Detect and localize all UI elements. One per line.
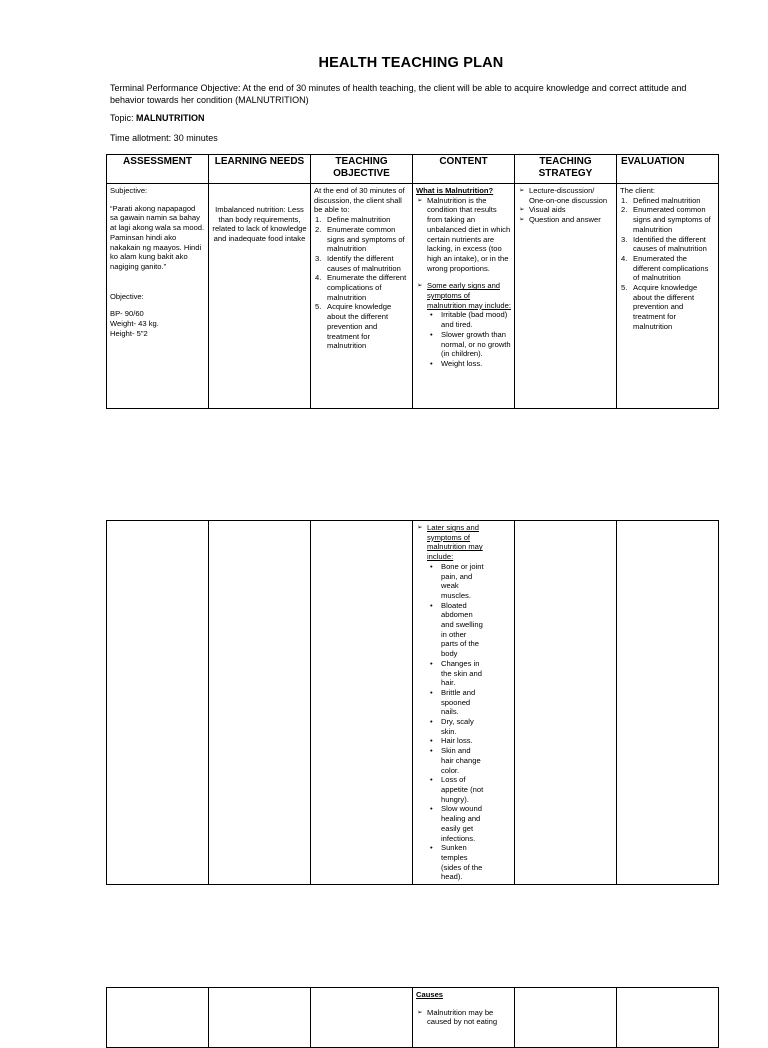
list-item: 2. Enumerate common signs and symptoms of malnutrition <box>315 224 405 254</box>
list-item: ➢ Visual aids <box>518 205 613 215</box>
empty-cell <box>311 988 413 1048</box>
table-row <box>107 988 719 1048</box>
topic-label: Topic: <box>110 113 134 123</box>
header-assessment: ASSESSMENT <box>107 155 209 184</box>
list-item: • Slower growth than normal, or no growth (in children). <box>427 330 511 359</box>
time-allotment: Time allotment: 30 minutes <box>110 133 218 143</box>
teaching-plan-table-continued <box>106 520 719 885</box>
learning-needs-text: Imbalanced nutrition: Less than body requirements, related to lack of knowledge and inadequate food intake <box>212 205 307 244</box>
objective-label: Objective: <box>110 291 144 301</box>
list-item: 4. Enumerated the different complications of malnutrition <box>621 253 709 283</box>
list-item: 4. Enumerate the different complications of malnutrition <box>315 273 407 302</box>
objective-intro: At the end of 30 minutes of discussion, the client shall be able to: <box>314 186 405 215</box>
subjective-label: Subjective: <box>110 186 148 195</box>
content-cell <box>413 184 515 409</box>
strategy-list <box>518 186 613 225</box>
empty-cell <box>107 521 209 885</box>
table-header-row <box>107 155 719 184</box>
header-learning-needs: LEARNING NEEDS <box>209 155 311 184</box>
list-item: • Dry, scaly skin. <box>427 717 484 736</box>
header-teaching-strategy: TEACHING STRATEGY <box>515 155 617 184</box>
terminal-performance-objective: Terminal Performance Objective: At the end of 30 minutes of health teaching, the client will be able to acquire knowledge and correct attitude and behavior towards her condition (MALNUTRITION) <box>110 83 687 105</box>
causes-heading: Causes <box>416 990 444 999</box>
teaching-plan-table-continued-2 <box>106 987 719 1048</box>
list-item: 1. Defined malnutrition <box>621 195 701 205</box>
list-item: • Loss of appetite (not hungry). <box>427 775 484 804</box>
objective-list <box>314 215 409 351</box>
evaluation-cell <box>617 184 719 409</box>
list-item: 3. Identify the different causes of malnutrition <box>315 253 401 273</box>
teaching-strategy-cell <box>515 184 617 409</box>
list-item: • Sunken temples (sides of the head). <box>427 843 484 882</box>
list-item: ➢ Lecture-discussion/ One-on-one discussion <box>518 186 613 205</box>
list-item: 2. Enumerated common signs and symptoms of malnutrition <box>621 205 711 234</box>
list-item: ➢ Question and answer <box>518 215 613 225</box>
header-teaching-objective: TEACHING OBJECTIVE <box>311 155 413 184</box>
header-evaluation: EVALUATION <box>617 155 719 184</box>
list-item: ➢ Malnutrition may be caused by not eating <box>416 1008 511 1027</box>
empty-cell <box>617 521 719 885</box>
weight-value: Weight- 43 kg. <box>110 319 159 329</box>
empty-cell <box>311 521 413 885</box>
list-item: ➢ Later signs and symptoms of malnutrition may include: • Bone or joint pain, and weak muscles. • Bloated abdomen and swelling in other parts of the body • Changes in the skin and hair. • Brittle and spooned nails. • Dry, scaly skin. • Hair loss. • Skin and hair change color. • Loss of appetite (not hungry). • Slow wound healing and easily get infections. • Sunken temples (sides of the head). <box>416 523 484 882</box>
topic-line <box>110 113 205 123</box>
topic-value: MALNUTRITION <box>136 113 205 123</box>
empty-cell <box>515 988 617 1048</box>
evaluation-list <box>620 196 715 332</box>
later-signs-list <box>416 523 484 882</box>
learning-needs-cell <box>209 184 311 409</box>
page-title: HEALTH TEACHING PLAN <box>318 55 504 71</box>
list-item: • Bloated abdomen and swelling in other parts of the body <box>427 601 484 659</box>
list-item: • Brittle and spooned nails. <box>427 688 484 717</box>
empty-cell <box>515 521 617 885</box>
list-item: 1. Define malnutrition <box>315 215 391 225</box>
empty-cell <box>209 521 311 885</box>
empty-cell <box>617 988 719 1048</box>
header-content: CONTENT <box>413 155 515 184</box>
causes-list <box>416 1008 511 1027</box>
content-cell <box>413 521 515 885</box>
empty-cell <box>107 988 209 1048</box>
list-item: • Irritable (bad mood) and tired. <box>427 310 511 329</box>
teaching-plan-table <box>106 154 719 409</box>
definition-list <box>416 196 511 274</box>
height-value: Height- 5"2 <box>110 328 148 338</box>
what-is-heading: What is Malnutrition? <box>416 186 494 195</box>
evaluation-intro: The client: <box>620 186 656 195</box>
table-row <box>107 184 719 409</box>
empty-cell <box>209 988 311 1048</box>
table-row <box>107 521 719 885</box>
teaching-objective-cell <box>311 184 413 409</box>
list-item: • Skin and hair change color. <box>427 746 484 775</box>
list-item: • Slow wound healing and easily get infections. <box>427 804 484 843</box>
list-item: ➢ Malnutrition is the condition that results from taking an unbalanced diet in which certain nutrients are lacking, in excess (too high an intake), or in the wrong proportions. <box>416 196 511 274</box>
list-item: • Bone or joint pain, and weak muscles. <box>427 562 484 601</box>
list-item: • Weight loss. <box>427 359 511 369</box>
early-signs-list <box>416 281 511 368</box>
list-item: 5. Acquire knowledge about the different prevention and treatment for malnutrition <box>315 302 392 351</box>
content-cell <box>413 988 515 1048</box>
list-item: • Hair loss. <box>427 736 484 746</box>
list-item: • Changes in the skin and hair. <box>427 659 484 688</box>
list-item: 5. Acquire knowledge about the different prevention and treatment for malnutrition <box>621 283 698 331</box>
list-item: 3. Identified the different causes of malnutrition <box>621 234 707 254</box>
list-item: ➢ Some early signs and symptoms of malnutrition may include: • Irritable (bad mood) and tired. • Slower growth than normal, or no growth (in children). • Weight loss. <box>416 281 511 368</box>
assessment-cell <box>107 184 209 409</box>
bp-value: BP- 90/60 <box>110 309 144 319</box>
subjective-quote: “Parati akong napapagod sa gawain namin sa bahay at lagi akong wala sa mood. Paminsan hindi ako nakakain ng maayos. Hindi ko alam kung bakit ako nagiging ganito.” <box>110 203 205 271</box>
